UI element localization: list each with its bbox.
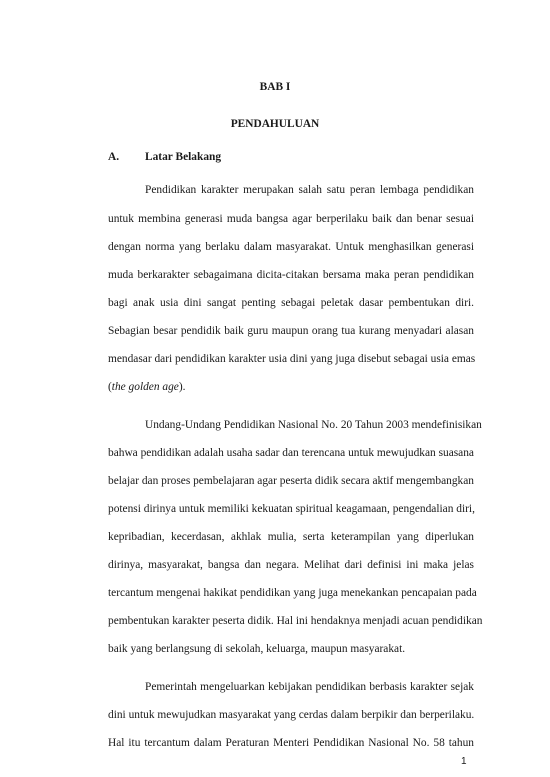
paragraph-line: mendasar dari pendidikan karakter usia dini yang juga disebut sebagai usia emas [108,353,476,365]
paragraph-line: belajar dan proses pembelajaran agar peserta didik secara aktif mengembangkan [108,475,474,487]
paragraph-line: potensi dirinya untuk memiliki kekuatan spiritual keagamaan, pengendalian diri, [108,503,475,515]
paragraph-line: Sebagian besar pendidik baik guru maupun orang tua kurang menyadari alasan [108,325,474,337]
golden-age-italic: the golden age [111,381,179,393]
paragraph-line: dini untuk mewujudkan masyarakat yang cerdas dalam berpikir dan berperilaku. [108,709,475,721]
paragraph-line: kepribadian, kecerdasan, akhlak mulia, serta keterampilan yang diperlukan [108,531,474,543]
paragraph-line: dengan norma yang berlaku dalam masyarakat. Untuk menghasilkan generasi [108,241,474,253]
paragraph-line: Undang-Undang Pendidikan Nasional No. 20 Tahun 2003 mendefinisikan [145,419,482,431]
paragraph-line: (the golden age). [108,381,186,393]
page-number: 1 [461,756,467,767]
section-number: A. [108,151,120,163]
paragraph-line: untuk membina generasi muda bangsa agar berperilaku baik dan benar sesuai [108,213,474,225]
paragraph-line: bagi anak usia dini sangat penting sebagai peletak dasar pembentukan diri. [108,297,474,309]
paragraph-line: pembentukan karakter peserta didik. Hal ini hendaknya menjadi acuan pendidikan [108,615,483,627]
paragraph-line: baik yang berlangsung di sekolah, keluarga, maupun masyarakat. [108,643,406,655]
chapter-heading: BAB I [259,81,291,93]
paragraph-line: Pemerintah mengeluarkan kebijakan pendidikan berbasis karakter sejak [145,681,474,693]
section-heading [108,150,222,164]
paragraph-line: Hal itu tercantum dalam Peraturan Menteri Pendidikan Nasional No. 58 tahun [108,737,474,749]
section-label: Latar Belakang [145,151,222,163]
chapter-title: PENDAHULUAN [230,118,320,130]
paragraph-line: muda berkarakter sebagaimana dicita-citakan bersama maka peran pendidikan [108,269,474,281]
paragraph-line: Pendidikan karakter merupakan salah satu peran lembaga pendidikan [145,184,474,196]
paragraph-line: tercantum mengenai hakikat pendidikan yang juga menekankan pencapaian pada [108,587,477,599]
paragraph-line: dirinya, masyarakat, bangsa dan negara. Melihat dari definisi ini maka jelas [108,559,474,571]
paragraph-line: bahwa pendidikan adalah usaha sadar dan terencana untuk mewujudkan suasana [108,447,474,459]
